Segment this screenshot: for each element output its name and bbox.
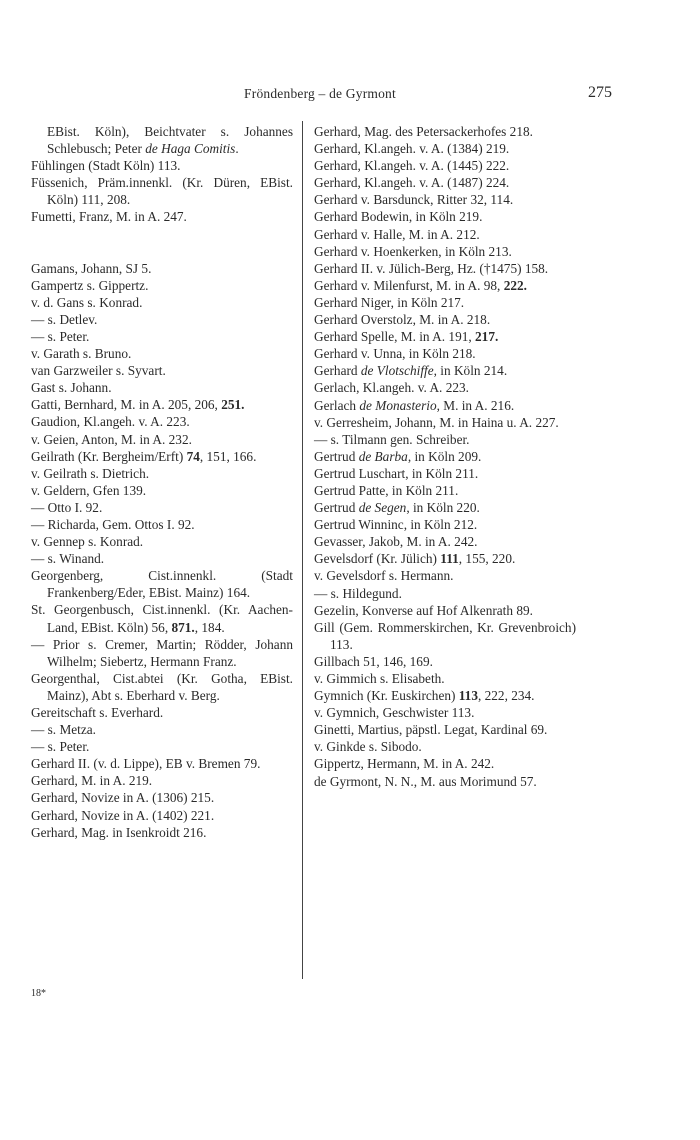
entry-text: v. Geldern, Gfen 139. <box>31 482 147 498</box>
entry-text: Gertrud <box>314 500 359 516</box>
index-entry <box>31 345 293 362</box>
entry-text: . <box>235 141 239 157</box>
entry-text: v. Ginkde s. Sibodo. <box>314 739 422 755</box>
entry-text: , in Köln 214. <box>433 363 508 379</box>
entry-text: v. Gimmich s. Elisabeth. <box>314 671 445 686</box>
entry-text: Gertrud Patte, in Köln 211. <box>314 482 459 498</box>
index-entry <box>314 619 576 653</box>
entry-text: Gerhard, Novize in A. (1402) 221. <box>31 807 215 823</box>
entry-text: Füssenich, Präm.innenkl. (Kr. Düren, EBist. Köln) 111, 208. <box>31 175 293 208</box>
index-entry <box>314 191 576 208</box>
entry-text: Gerhard v. Unna, in Köln 218. <box>314 346 476 362</box>
entry-bold-ref: 111 <box>440 551 459 567</box>
index-entry <box>31 601 293 635</box>
entry-text: Gevasser, Jakob, M. in A. 242. <box>314 534 478 550</box>
index-entry <box>314 721 576 738</box>
entry-bold-ref: 222. <box>503 277 527 293</box>
entry-bold-ref: 251. <box>221 397 245 413</box>
index-entry <box>31 396 293 413</box>
entry-text: Fumetti, Franz, M. in A. 247. <box>31 209 187 225</box>
entry-text: , M. in A. 216. <box>436 397 515 413</box>
entry-text: , 184. <box>194 619 225 635</box>
entry-text: v. Gerresheim, Johann, M. in Haina u. A. 227. <box>314 414 559 430</box>
entry-text: — s. Hildegund. <box>314 585 402 601</box>
index-entry <box>314 328 576 345</box>
entry-bold-ref: 74 <box>186 448 200 464</box>
index-entry <box>314 157 576 174</box>
entry-text: v. Gymnich, Geschwister 113. <box>314 705 475 721</box>
index-entry <box>31 499 293 516</box>
index-entry <box>314 533 576 550</box>
index-entry <box>314 414 576 431</box>
index-entry <box>31 379 293 396</box>
index-entry <box>31 670 293 704</box>
index-entry <box>314 174 576 191</box>
entry-text: — s. Peter. <box>31 328 90 344</box>
index-column-right <box>314 123 576 790</box>
index-entry <box>314 311 576 328</box>
index-entry <box>31 636 293 670</box>
index-entry <box>314 670 576 687</box>
entry-text: Georgenberg, Cist.innenkl. (Stadt Frankenberg/Eder, EBist. Mainz) 164. <box>31 568 293 601</box>
entry-text: , 155, 220. <box>458 551 516 567</box>
index-entry <box>31 550 293 567</box>
running-title: Fröndenberg – de Gyrmont <box>244 86 396 101</box>
entry-text: v. Gennep s. Konrad. <box>31 534 144 550</box>
entry-text: v. Gevelsdorf s. Hermann. <box>314 568 454 584</box>
index-entry <box>314 362 576 379</box>
index-entry <box>314 704 576 721</box>
index-entry <box>31 789 293 806</box>
index-entry <box>31 123 293 157</box>
index-entry <box>31 208 293 225</box>
entry-text: Gerhard v. Halle, M. in A. 212. <box>314 226 480 242</box>
entry-text: Gertrud <box>314 448 359 464</box>
entry-text: Gippertz, Hermann, M. in A. 242. <box>314 756 495 772</box>
index-entry <box>31 157 293 174</box>
index-entry <box>31 413 293 430</box>
entry-text: Gerhard v. Barsdunck, Ritter 32, 114. <box>314 192 514 208</box>
index-entry <box>314 653 576 670</box>
entry-text: Gereitschaft s. Everhard. <box>31 705 164 720</box>
index-entry <box>314 243 576 260</box>
index-entry <box>31 567 293 601</box>
entry-bold-ref: 871. <box>171 619 195 635</box>
entry-text: Gerhard v. Hoenkerken, in Köln 213. <box>314 243 512 259</box>
entry-text: Gerhard, Mag. in Isenkroidt 216. <box>31 824 207 840</box>
entry-text: Gerhard, Kl.angeh. v. A. (1445) 222. <box>314 158 510 174</box>
index-entry <box>314 397 576 414</box>
entry-text: , in Köln 220. <box>406 500 480 516</box>
index-entry <box>31 721 293 738</box>
index-entry <box>314 260 576 277</box>
index-entry <box>314 140 576 157</box>
entry-text: Gerhard Bodewin, in Köln 219. <box>314 209 483 225</box>
entry-text: Gertrud Luschart, in Köln 211. <box>314 465 479 481</box>
index-entry <box>314 294 576 311</box>
entry-italic-text: de Haga Comitis <box>145 141 236 157</box>
index-entry <box>31 824 293 841</box>
entry-text: Gerhard, Kl.angeh. v. A. (1384) 219. <box>314 141 510 157</box>
entry-text: Gerhard Spelle, M. in A. 191, <box>314 329 476 345</box>
entry-text: de Gyrmont, N. N., M. aus Morimund 57. <box>314 773 537 789</box>
index-entry <box>314 773 576 790</box>
index-entry <box>31 277 293 294</box>
entry-text: Gillbach 51, 146, 169. <box>314 653 433 669</box>
entry-text: — s. Metza. <box>31 722 96 738</box>
entry-text: Gerhard, M. in A. 219. <box>31 773 153 789</box>
index-entry <box>314 602 576 619</box>
entry-text: Gerhard II. (v. d. Lippe), EB v. Bremen 79. <box>31 756 261 772</box>
index-entry <box>31 704 293 721</box>
entry-text: Gerhard, Mag. des Petersackerhofes 218. <box>314 124 533 139</box>
signature-mark: 18* <box>31 988 46 999</box>
index-entry <box>314 277 576 294</box>
entry-gap <box>31 226 293 260</box>
entry-text: Gerlach <box>314 397 360 413</box>
entry-italic-text: de Segen <box>358 500 407 516</box>
entry-text: v. Geien, Anton, M. in A. 232. <box>31 431 192 447</box>
index-entry <box>31 772 293 789</box>
entry-text: v. Geilrath s. Dietrich. <box>31 465 150 481</box>
index-entry <box>31 362 293 379</box>
entry-text: Gampertz s. Gippertz. <box>31 277 149 293</box>
index-entry <box>31 260 293 277</box>
index-column-left <box>31 123 293 841</box>
entry-text: Gerhard <box>314 363 361 379</box>
index-entry <box>31 482 293 499</box>
index-entry <box>314 123 576 140</box>
entry-text: EBist. Köln), Beichtvater s. Johannes Schlebusch; Peter <box>47 124 293 157</box>
entry-text: Geilrath (Kr. Bergheim/Erft) <box>31 448 187 464</box>
index-entry <box>31 738 293 755</box>
entry-text: Georgenthal, Cist.abtei (Kr. Gotha, EBist. Mainz), Abt s. Eberhard v. Berg. <box>31 670 293 703</box>
entry-text: Gerhard v. Milenfurst, M. in A. 98, <box>314 277 504 293</box>
entry-text: Gerhard II. v. Jülich-Berg, Hz. (†1475) 158. <box>314 260 549 276</box>
entry-text: Gaudion, Kl.angeh. v. A. 223. <box>31 414 190 430</box>
entry-text: — s. Peter. <box>31 739 90 755</box>
entry-text: Ginetti, Martius, päpstl. Legat, Kardinal 69. <box>314 722 548 738</box>
index-entry <box>31 516 293 533</box>
entry-bold-ref: 217. <box>475 329 499 345</box>
index-entry <box>314 567 576 584</box>
index-entry <box>314 755 576 772</box>
entry-text: Gamans, Johann, SJ 5. <box>31 260 152 276</box>
index-entry <box>314 499 576 516</box>
entry-text: v. Garath s. Bruno. <box>31 346 132 362</box>
entry-text: v. d. Gans s. Konrad. <box>31 294 143 310</box>
entry-text: Gezelin, Konverse auf Hof Alkenrath 89. <box>314 602 533 618</box>
running-head <box>0 86 700 106</box>
entry-text: Gerhard Niger, in Köln 217. <box>314 294 465 310</box>
index-entry <box>314 448 576 465</box>
index-entry <box>314 208 576 225</box>
index-entry <box>314 550 576 567</box>
column-divider <box>302 121 303 979</box>
entry-text: van Garzweiler s. Syvart. <box>31 363 166 379</box>
entry-text: Gerhard, Kl.angeh. v. A. (1487) 224. <box>314 175 510 191</box>
index-entry <box>314 379 576 396</box>
entry-text: Gatti, Bernhard, M. in A. 205, 206, <box>31 397 222 413</box>
entry-text: — Otto I. 92. <box>31 499 103 515</box>
index-entry <box>314 465 576 482</box>
entry-italic-text: de Monasterio <box>359 397 437 413</box>
index-entry <box>31 311 293 328</box>
index-entry <box>31 755 293 772</box>
entry-text: , in Köln 209. <box>407 448 482 464</box>
entry-bold-ref: 113 <box>458 688 478 704</box>
entry-text: Gevelsdorf (Kr. Jülich) <box>314 551 441 567</box>
entry-text: — Prior s. Cremer, Martin; Rödder, Johann Wilhelm; Siebertz, Hermann Franz. <box>31 636 293 669</box>
index-entry <box>314 738 576 755</box>
index-entry <box>31 328 293 345</box>
index-entry <box>314 431 576 448</box>
entry-italic-text: de Vlotschiffe <box>360 363 434 379</box>
index-entry <box>31 533 293 550</box>
entry-text: , 151, 166. <box>199 448 257 464</box>
index-entry <box>31 807 293 824</box>
index-entry <box>31 174 293 208</box>
index-entry <box>31 448 293 465</box>
entry-text: Gast s. Johann. <box>31 380 112 396</box>
entry-text: Gill (Gem. Rommerskirchen, Kr. Grevenbroich) 113. <box>314 619 576 652</box>
index-entry <box>31 431 293 448</box>
index-entry <box>314 585 576 602</box>
entry-italic-text: de Barba <box>358 448 408 464</box>
entry-text: Fühlingen (Stadt Köln) 113. <box>31 158 181 174</box>
index-entry <box>31 294 293 311</box>
page-number: 275 <box>588 84 612 101</box>
index-entry <box>314 226 576 243</box>
entry-text: St. Georgenbusch, Cist.innenkl. (Kr. Aachen-Land, EBist. Köln) 56, <box>31 602 293 635</box>
entry-text: Gerhard Overstolz, M. in A. 218. <box>314 312 491 328</box>
index-entry <box>314 687 576 704</box>
entry-text: — s. Winand. <box>31 551 105 567</box>
index-entry <box>314 345 576 362</box>
entry-text: — Richarda, Gem. Ottos I. 92. <box>31 516 195 532</box>
entry-text: — s. Tilmann gen. Schreiber. <box>314 431 470 447</box>
entry-text: Gerlach, Kl.angeh. v. A. 223. <box>314 380 469 396</box>
entry-text: Gerhard, Novize in A. (1306) 215. <box>31 790 215 806</box>
index-entry <box>314 516 576 533</box>
entry-text: Gertrud Winninc, in Köln 212. <box>314 517 478 533</box>
index-entry <box>314 482 576 499</box>
index-entry <box>31 465 293 482</box>
entry-text: Gymnich (Kr. Euskirchen) <box>314 688 459 704</box>
entry-text: — s. Detlev. <box>31 311 98 327</box>
entry-text: , 222, 234. <box>477 688 535 704</box>
